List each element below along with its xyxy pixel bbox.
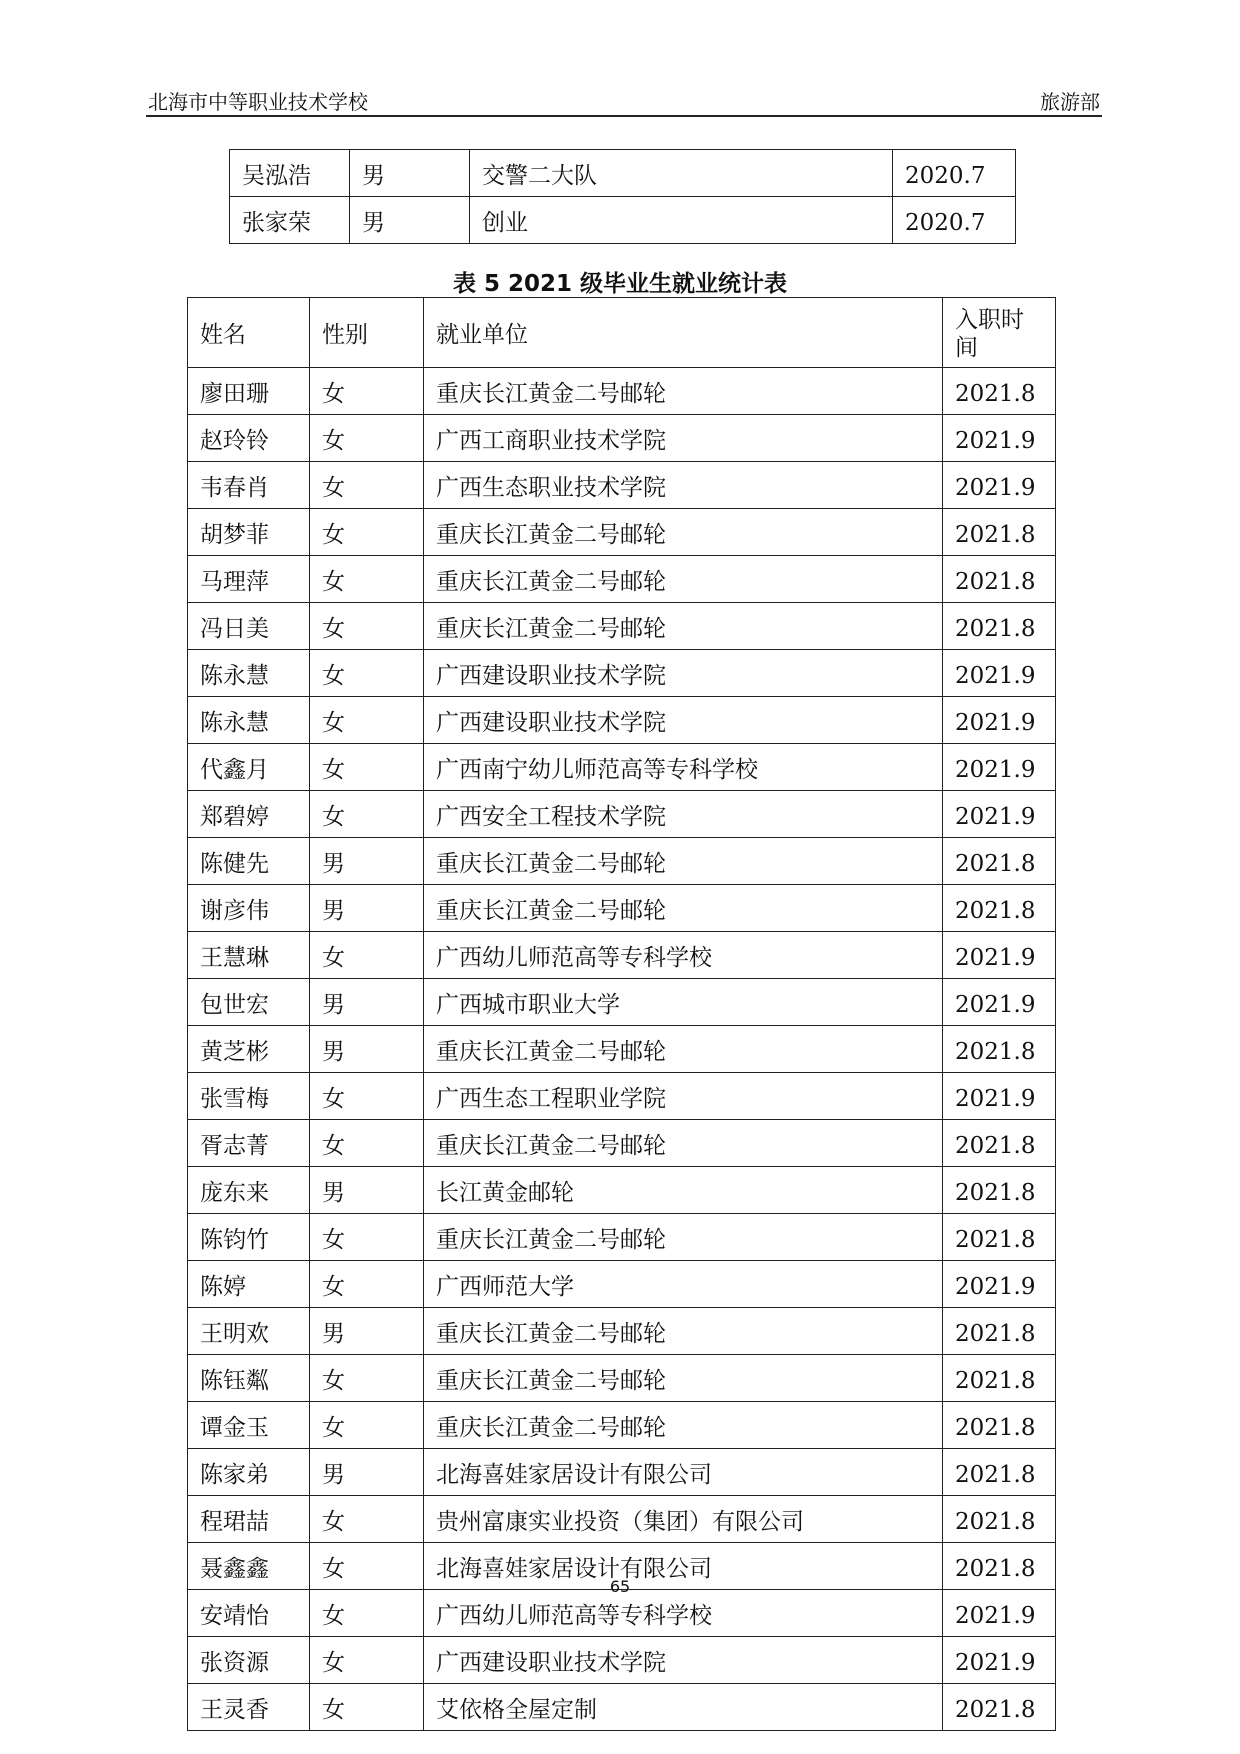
cell-date: 2021.8 bbox=[943, 885, 1056, 932]
table-row bbox=[188, 1355, 1056, 1402]
cell-date: 2021.8 bbox=[943, 1308, 1056, 1355]
cell-name: 陈永慧 bbox=[188, 697, 310, 744]
cell-date: 2020.7 bbox=[893, 197, 1016, 244]
cell-unit: 重庆长江黄金二号邮轮 bbox=[424, 885, 943, 932]
cell-gender: 女 bbox=[310, 1073, 424, 1120]
table-row bbox=[188, 1120, 1056, 1167]
cell-date: 2021.9 bbox=[943, 791, 1056, 838]
table-row bbox=[188, 697, 1056, 744]
table-row bbox=[188, 650, 1056, 697]
cell-gender: 男 bbox=[310, 1449, 424, 1496]
cell-name: 陈婷 bbox=[188, 1261, 310, 1308]
cell-unit: 交警二大队 bbox=[470, 150, 893, 197]
cell-unit: 贵州富康实业投资（集团）有限公司 bbox=[424, 1496, 943, 1543]
table-row bbox=[188, 603, 1056, 650]
cell-unit: 广西师范大学 bbox=[424, 1261, 943, 1308]
cell-name: 黄芝彬 bbox=[188, 1026, 310, 1073]
cell-name: 胡梦菲 bbox=[188, 509, 310, 556]
table-row bbox=[188, 462, 1056, 509]
cell-unit: 广西南宁幼儿师范高等专科学校 bbox=[424, 744, 943, 791]
cell-gender: 女 bbox=[310, 556, 424, 603]
cell-gender: 女 bbox=[310, 1402, 424, 1449]
cell-unit: 重庆长江黄金二号邮轮 bbox=[424, 1120, 943, 1167]
cell-name: 吴泓浩 bbox=[230, 150, 350, 197]
cell-date: 2021.8 bbox=[943, 509, 1056, 556]
table-row bbox=[188, 1402, 1056, 1449]
continued-table bbox=[229, 149, 1016, 244]
cell-name: 陈健先 bbox=[188, 838, 310, 885]
table-row bbox=[188, 838, 1056, 885]
cell-name: 马理萍 bbox=[188, 556, 310, 603]
table-caption: 表 5 2021 级毕业生就业统计表 bbox=[452, 271, 788, 297]
cell-unit: 重庆长江黄金二号邮轮 bbox=[424, 1308, 943, 1355]
header-divider bbox=[146, 115, 1102, 117]
cell-gender: 女 bbox=[310, 650, 424, 697]
column-header-date: 入职时间 bbox=[943, 298, 1056, 368]
cell-name: 谢彦伟 bbox=[188, 885, 310, 932]
table-header-row bbox=[188, 298, 1056, 368]
cell-date: 2021.9 bbox=[943, 932, 1056, 979]
cell-name: 庞东来 bbox=[188, 1167, 310, 1214]
table-row bbox=[188, 1261, 1056, 1308]
cell-name: 谭金玉 bbox=[188, 1402, 310, 1449]
cell-unit: 广西生态职业技术学院 bbox=[424, 462, 943, 509]
cell-date: 2021.8 bbox=[943, 1167, 1056, 1214]
column-header-unit: 就业单位 bbox=[424, 298, 943, 368]
column-header-name: 姓名 bbox=[188, 298, 310, 368]
header-department: 旅游部 bbox=[1040, 90, 1100, 114]
cell-gender: 女 bbox=[310, 1261, 424, 1308]
cell-unit: 广西幼儿师范高等专科学校 bbox=[424, 932, 943, 979]
cell-name: 胥志菁 bbox=[188, 1120, 310, 1167]
cell-unit: 重庆长江黄金二号邮轮 bbox=[424, 1402, 943, 1449]
cell-date: 2021.8 bbox=[943, 1120, 1056, 1167]
cell-date: 2021.8 bbox=[943, 1543, 1056, 1590]
cell-unit: 重庆长江黄金二号邮轮 bbox=[424, 368, 943, 415]
cell-name: 王慧琳 bbox=[188, 932, 310, 979]
cell-gender: 男 bbox=[310, 1308, 424, 1355]
cell-name: 包世宏 bbox=[188, 979, 310, 1026]
cell-name: 聂鑫鑫 bbox=[188, 1543, 310, 1590]
cell-gender: 男 bbox=[350, 150, 470, 197]
table-row bbox=[188, 1637, 1056, 1684]
cell-unit: 重庆长江黄金二号邮轮 bbox=[424, 1355, 943, 1402]
cell-unit: 广西建设职业技术学院 bbox=[424, 697, 943, 744]
cell-gender: 女 bbox=[310, 1543, 424, 1590]
cell-unit: 北海喜娃家居设计有限公司 bbox=[424, 1543, 943, 1590]
table-row bbox=[188, 1496, 1056, 1543]
page-number: 65 bbox=[609, 1577, 631, 1596]
cell-name: 王灵香 bbox=[188, 1684, 310, 1731]
cell-unit: 广西幼儿师范高等专科学校 bbox=[424, 1590, 943, 1637]
cell-unit: 广西生态工程职业学院 bbox=[424, 1073, 943, 1120]
table-row bbox=[188, 932, 1056, 979]
cell-name: 张雪梅 bbox=[188, 1073, 310, 1120]
cell-unit: 重庆长江黄金二号邮轮 bbox=[424, 603, 943, 650]
cell-unit: 北海喜娃家居设计有限公司 bbox=[424, 1449, 943, 1496]
cell-unit: 重庆长江黄金二号邮轮 bbox=[424, 509, 943, 556]
cell-date: 2021.9 bbox=[943, 462, 1056, 509]
cell-gender: 女 bbox=[310, 744, 424, 791]
cell-gender: 女 bbox=[310, 1496, 424, 1543]
cell-date: 2021.9 bbox=[943, 1261, 1056, 1308]
cell-date: 2021.8 bbox=[943, 1355, 1056, 1402]
cell-unit: 广西安全工程技术学院 bbox=[424, 791, 943, 838]
table-row bbox=[230, 197, 1016, 244]
cell-unit: 广西建设职业技术学院 bbox=[424, 1637, 943, 1684]
cell-unit: 广西建设职业技术学院 bbox=[424, 650, 943, 697]
cell-name: 韦春肖 bbox=[188, 462, 310, 509]
cell-date: 2021.9 bbox=[943, 650, 1056, 697]
table-row bbox=[188, 1214, 1056, 1261]
cell-unit: 重庆长江黄金二号邮轮 bbox=[424, 838, 943, 885]
cell-gender: 女 bbox=[310, 415, 424, 462]
cell-name: 赵玲铃 bbox=[188, 415, 310, 462]
cell-date: 2021.9 bbox=[943, 744, 1056, 791]
cell-date: 2021.8 bbox=[943, 838, 1056, 885]
cell-date: 2021.8 bbox=[943, 1026, 1056, 1073]
cell-date: 2021.9 bbox=[943, 415, 1056, 462]
table-row bbox=[188, 1073, 1056, 1120]
cell-gender: 女 bbox=[310, 1355, 424, 1402]
cell-gender: 女 bbox=[310, 603, 424, 650]
cell-gender: 男 bbox=[350, 197, 470, 244]
cell-unit: 重庆长江黄金二号邮轮 bbox=[424, 1026, 943, 1073]
cell-name: 陈钧竹 bbox=[188, 1214, 310, 1261]
cell-date: 2021.9 bbox=[943, 697, 1056, 744]
table-row bbox=[188, 744, 1056, 791]
cell-gender: 女 bbox=[310, 1120, 424, 1167]
cell-name: 王明欢 bbox=[188, 1308, 310, 1355]
table-row bbox=[188, 1684, 1056, 1731]
cell-unit: 重庆长江黄金二号邮轮 bbox=[424, 556, 943, 603]
cell-name: 张家荣 bbox=[230, 197, 350, 244]
cell-date: 2020.7 bbox=[893, 150, 1016, 197]
cell-gender: 女 bbox=[310, 697, 424, 744]
table-row bbox=[188, 1449, 1056, 1496]
cell-date: 2021.8 bbox=[943, 1496, 1056, 1543]
cell-gender: 女 bbox=[310, 1214, 424, 1261]
cell-unit: 广西城市职业大学 bbox=[424, 979, 943, 1026]
table-row bbox=[188, 1167, 1056, 1214]
cell-gender: 女 bbox=[310, 1684, 424, 1731]
employment-table bbox=[187, 297, 1056, 1731]
table-row bbox=[188, 1026, 1056, 1073]
cell-gender: 男 bbox=[310, 1167, 424, 1214]
cell-gender: 女 bbox=[310, 462, 424, 509]
cell-name: 安靖怡 bbox=[188, 1590, 310, 1637]
cell-date: 2021.8 bbox=[943, 556, 1056, 603]
table-row bbox=[188, 1308, 1056, 1355]
table-row bbox=[188, 791, 1056, 838]
cell-gender: 女 bbox=[310, 791, 424, 838]
cell-unit: 艾依格全屋定制 bbox=[424, 1684, 943, 1731]
cell-unit: 长江黄金邮轮 bbox=[424, 1167, 943, 1214]
cell-gender: 男 bbox=[310, 885, 424, 932]
cell-name: 张资源 bbox=[188, 1637, 310, 1684]
table-row bbox=[188, 979, 1056, 1026]
cell-date: 2021.9 bbox=[943, 1637, 1056, 1684]
cell-gender: 女 bbox=[310, 509, 424, 556]
cell-date: 2021.8 bbox=[943, 603, 1056, 650]
cell-unit: 广西工商职业技术学院 bbox=[424, 415, 943, 462]
column-header-gender: 性别 bbox=[310, 298, 424, 368]
table-row bbox=[188, 556, 1056, 603]
cell-unit: 创业 bbox=[470, 197, 893, 244]
table-row bbox=[188, 509, 1056, 556]
cell-date: 2021.9 bbox=[943, 1073, 1056, 1120]
table-row bbox=[188, 415, 1056, 462]
cell-gender: 女 bbox=[310, 1637, 424, 1684]
cell-gender: 女 bbox=[310, 368, 424, 415]
table-row bbox=[188, 1590, 1056, 1637]
header-school: 北海市中等职业技术学校 bbox=[148, 90, 368, 114]
cell-gender: 男 bbox=[310, 838, 424, 885]
cell-date: 2021.8 bbox=[943, 1214, 1056, 1261]
cell-name: 程珺喆 bbox=[188, 1496, 310, 1543]
cell-date: 2021.9 bbox=[943, 1590, 1056, 1637]
table-row bbox=[188, 885, 1056, 932]
cell-date: 2021.8 bbox=[943, 1402, 1056, 1449]
table-row bbox=[230, 150, 1016, 197]
cell-name: 冯日美 bbox=[188, 603, 310, 650]
cell-name: 陈家弟 bbox=[188, 1449, 310, 1496]
cell-name: 郑碧婷 bbox=[188, 791, 310, 838]
table-row bbox=[188, 368, 1056, 415]
cell-gender: 男 bbox=[310, 1026, 424, 1073]
cell-gender: 女 bbox=[310, 932, 424, 979]
cell-name: 廖田珊 bbox=[188, 368, 310, 415]
cell-gender: 男 bbox=[310, 979, 424, 1026]
cell-name: 代鑫月 bbox=[188, 744, 310, 791]
cell-date: 2021.8 bbox=[943, 1449, 1056, 1496]
cell-date: 2021.8 bbox=[943, 368, 1056, 415]
cell-date: 2021.8 bbox=[943, 1684, 1056, 1731]
cell-gender: 女 bbox=[310, 1590, 424, 1637]
cell-name: 陈钰粼 bbox=[188, 1355, 310, 1402]
cell-date: 2021.9 bbox=[943, 979, 1056, 1026]
cell-name: 陈永慧 bbox=[188, 650, 310, 697]
cell-unit: 重庆长江黄金二号邮轮 bbox=[424, 1214, 943, 1261]
